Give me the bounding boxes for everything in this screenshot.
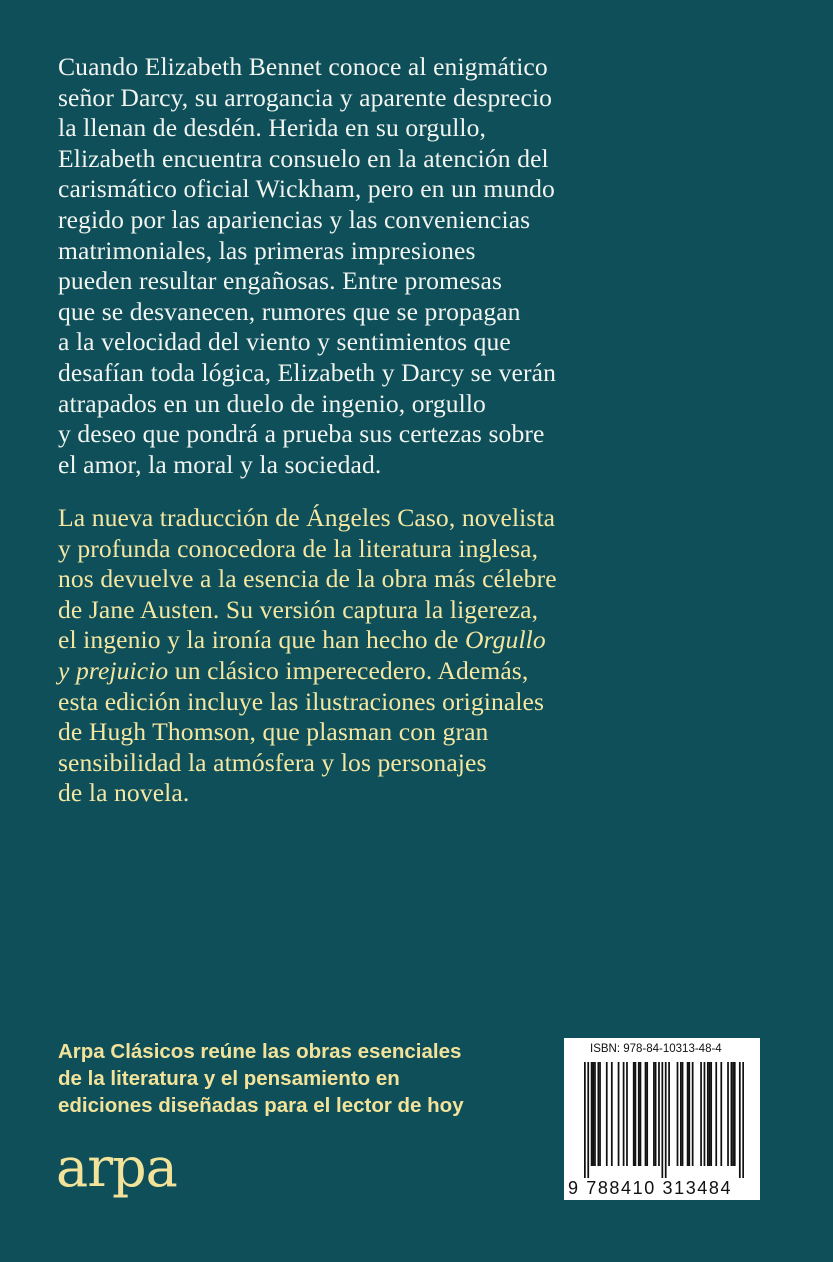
synopsis-line: pueden resultar engañosas. Entre promesas [58, 266, 503, 296]
barcode-bar [739, 1062, 741, 1178]
barcode-bar [626, 1062, 628, 1166]
barcode-bar [734, 1062, 736, 1166]
translation-line: de la novela. [58, 778, 190, 808]
translation-text: el ingenio y la ironía que han hecho de [58, 625, 465, 655]
barcode-bar [709, 1062, 711, 1166]
barcode-bar [727, 1062, 729, 1166]
barcode-bar [707, 1062, 709, 1166]
synopsis-line: que se desvanecen, rumores que se propagan [58, 296, 521, 326]
barcode-bar [710, 1062, 712, 1166]
barcode-bar [668, 1062, 670, 1166]
synopsis-line: a la velocidad del viento y sentimientos que [58, 327, 511, 357]
synopsis-line: Cuando Elizabeth Bennet conoce al enigmático [58, 52, 548, 81]
barcode-bar [592, 1062, 594, 1166]
barcode-bar [635, 1062, 637, 1166]
barcode-bar [606, 1062, 608, 1166]
barcode-bar [618, 1062, 620, 1166]
barcode-bar [688, 1062, 690, 1166]
synopsis-paragraph [58, 52, 798, 480]
barcode [564, 1038, 760, 1200]
barcode-bar [633, 1062, 635, 1166]
synopsis-line: carismático oficial Wickham, pero en un mundo [58, 174, 555, 204]
book-title-part: Orgullo [464, 625, 546, 655]
barcode-bar [638, 1062, 640, 1166]
barcode-bar [680, 1062, 682, 1166]
barcode-bar [682, 1062, 684, 1166]
translation-line: sensibilidad la atmósfera y los personajes [58, 747, 487, 777]
isbn-label: ISBN: 978-84-10313-48-4 [590, 1043, 722, 1055]
collection-line: ediciones diseñadas para el lector de hoy [58, 1094, 464, 1117]
barcode-bar [594, 1062, 596, 1166]
translation-text: un clásico imperecedero. Además, [168, 655, 529, 685]
barcode-bar [692, 1062, 694, 1166]
barcode-bar [677, 1062, 679, 1166]
synopsis-line: y deseo que pondrá a prueba sus certezas sobre [58, 419, 545, 449]
barcode-digits: 9 788410 313484 [568, 1178, 733, 1198]
barcode-bar [658, 1062, 660, 1166]
barcode-bar [587, 1062, 589, 1178]
barcode-bar [584, 1062, 586, 1178]
barcode-bar [591, 1062, 593, 1166]
collection-line: de la literatura y el pensamiento en [58, 1067, 400, 1090]
barcode-bar [611, 1062, 613, 1166]
synopsis-line: Elizabeth encuentra consuelo en la atención del [58, 143, 549, 173]
barcode-bar [700, 1062, 702, 1166]
collection-tagline [58, 1038, 464, 1119]
barcode-bar [599, 1062, 601, 1166]
barcode-bar [665, 1062, 667, 1178]
book-title-part: y prejuicio [58, 655, 169, 685]
translation-line: La nueva traducción de Ángeles Caso, novelista [58, 503, 556, 532]
synopsis-line: desafían toda lógica, Elizabeth y Darcy se verán [58, 357, 556, 387]
barcode-bars [584, 1062, 744, 1178]
barcode-bar [720, 1062, 722, 1166]
synopsis-line: atrapados en un duelo de ingenio, orgullo [58, 388, 486, 418]
synopsis-line: la llenan de desdén. Herida en su orgullo, [58, 113, 487, 143]
barcode-bar [640, 1062, 642, 1166]
barcode-bar [742, 1062, 744, 1178]
translation-paragraph [58, 503, 798, 809]
translation-line [58, 625, 798, 656]
barcode-bar [655, 1062, 657, 1166]
barcode-bar [687, 1062, 689, 1166]
barcode-bar [661, 1062, 663, 1178]
synopsis-line: el amor, la moral y la sociedad. [58, 449, 382, 479]
translation-line: de Hugh Thomson, que plasman con gran [58, 717, 489, 747]
barcode-bar [732, 1062, 734, 1166]
barcode-bar [623, 1062, 625, 1166]
synopsis-line: regido por las apariencias y las conveniencias [58, 204, 531, 234]
barcode-bar [646, 1062, 648, 1166]
barcode-bar [645, 1062, 647, 1166]
translation-line: de Jane Austen. Su versión captura la ligereza, [58, 594, 539, 624]
translation-line: y profunda conocedora de la literatura inglesa, [58, 533, 539, 563]
translation-line [58, 656, 798, 687]
translation-line: esta edición incluye las ilustraciones originales [58, 686, 545, 716]
barcode-bar [715, 1062, 717, 1166]
synopsis-line: señor Darcy, su arrogancia y aparente desprecio [58, 82, 553, 112]
barcode-bar [704, 1062, 706, 1166]
barcode-bar [731, 1062, 733, 1166]
barcode-bar [597, 1062, 599, 1166]
publisher-logo: arpa [56, 1136, 177, 1199]
collection-line: Arpa Clásicos reúne las obras esenciales [58, 1040, 462, 1063]
synopsis-line: matrimoniales, las primeras impresiones [58, 235, 476, 265]
translation-line: nos devuelve a la esencia de la obra más célebre [58, 564, 557, 594]
barcode-bar [653, 1062, 655, 1166]
